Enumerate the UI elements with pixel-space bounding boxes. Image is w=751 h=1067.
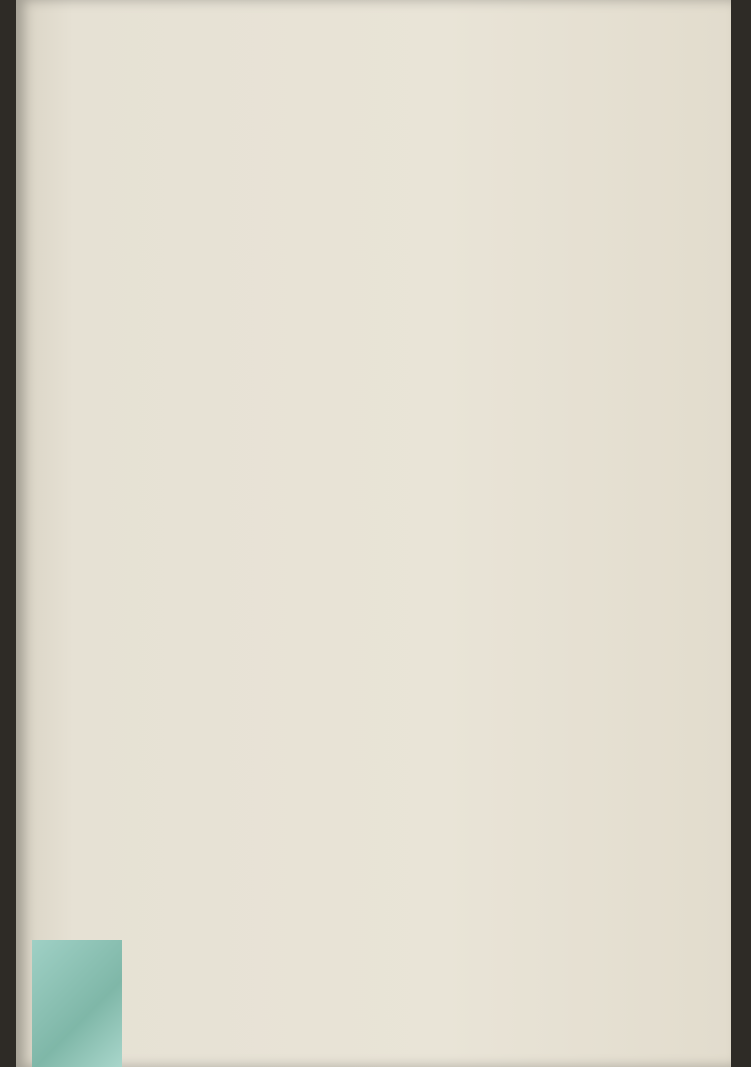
textbook-page xyxy=(16,0,731,1067)
corner-decoration xyxy=(32,940,122,1067)
page-content xyxy=(88,44,716,74)
